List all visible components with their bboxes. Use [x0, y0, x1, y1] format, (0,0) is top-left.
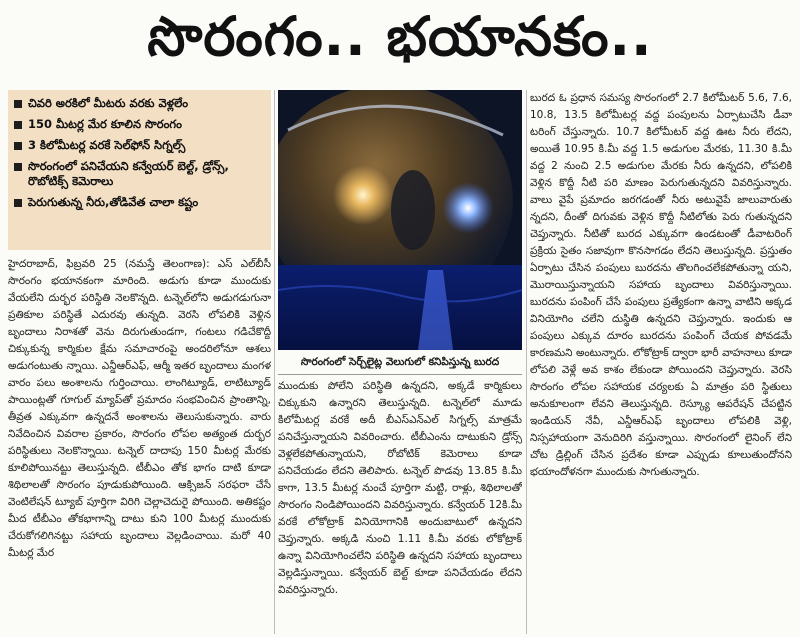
article-paragraph: ముందుకు పోలేని పరిస్థితి ఉన్నదని, అక్కడే కార్మికులు చిక్కుకుని ఉన్నారని తెలుస్తున్నది. టన్నెల్‌లో మూడు కిలోమీటర్ల వరకే అదీ బీఎస్‌ఎన్‌ఎల్ సిగ్నల్స్ మాత్రమే పనిచేస్తున్నాయని వివరించారు. టీబీఎంను దాటుకుని డ్రోన్స్ వెళ్లలేకపోతున్నాయని, రోబోటిక్ కెమెరాలు కూడా పనిచేయడం లేదని తెలిపారు. టన్నెల్ పొడవు 13.85 కి.మీ కాగా, 13.5 మీటర్ల నుంచే పూర్తిగా మట్టి, రాళ్లు, శిథిలాలతో సొరంగం నిండిపోయిందని వివరిస్తున్నారు. కన్వేయర్ 12కి.మీ వరకే లోకోట్రాక్ వినియోగానికి అందుబాటులో ఉన్నదని చెప్తున్నారు. అక్కడి నుంచి 1.11 కి.మీ వరకు లోకోట్రాక్ ఉన్నా వినియోగించలేని పరిస్థితి ఉన్నదని సహాయ బృందాలు వెల్లడిస్తున్నాయి. కన్వేయర్ బెల్ట్ కూడా పనిచేయడం లేదని వివరిస్తున్నారు. [278, 380, 522, 596]
article-column-2 [278, 378, 522, 634]
highlight-text: పెరుగుతున్న నీరు,తోడివేత చాలా కష్టం [28, 195, 199, 209]
article-column-3 [530, 90, 792, 634]
photo-caption: సొరంగంలో సెర్చ్‌లైట్ల వెలుగులో కనిపిస్తున్న బురద [278, 352, 522, 375]
article-paragraph: హైదరాబాద్, ఫిబ్రవరి 25 (నమస్తే తెలంగాణ): ఎస్ ఎల్‌బీసీ సొరంగం భయానకంగా మారింది. అడుగు కూడా ముందుకు వేయలేని దుర్భర పరిస్థితి నెలకొన్నది. టన్నెల్‌లోని అడుగడుగునా ప్రతికూల పరిస్థితే ఎదురవు తున్నది. వెరసి లోపలికి వెళ్లిన బృందాలు నిరాశతో వెను దిరుగుతుండగా, గంటలు గడిచేకొద్దీ చిక్కుకున్న కార్మికుల క్షేమ సమాచారంపై అందరిలోనూ ఆశలు అడుగంటుతు న్నాయి. ఎన్డీఆర్‌ఎఫ్, ఆర్మీ ఇతర బృందాలు మంగళ వారం పలు అంశాలను గుర్తించాయి. లాంగిట్యూడ్, లాటిట్యూడ్ పాయింట్లతో గూగుల్ మ్యాప్‌తో ప్రమాదం సంభవించిన ప్రాంతాన్ని, తీవ్రత ఎక్కువగా ఉన్నదనే అంశాలను తెలుసుకున్నారు. వారు నివేదించిన వివరాల ప్రకారం, సొరంగం లోపల అత్యంత దుర్భర పరిస్థితులు నెలకొన్నాయి. టన్నెల్ దాదాపు 150 మీటర్ల మేరకు కూలిపోయినట్టు తెలుస్తున్నది. టీబీఎం తోక భాగం దాటి కూడా శిథిలాలతో సొరంగం పూడుకుపోయింది. ఆక్సిజన్ సరఫరా చేసే వెంటిలేషన్ ట్యూబ్ పూర్తిగా విరిగి చెల్లాచెదురై పోయింది. అతికష్టం మీద టీబీఎం తోకభాగాన్ని దాటు కుని 100 మీటర్ల ముందుకు చేరుకోగలిగినట్టు సహాయ బృందాలు వెల్లడించాయి. మరో 40 మీటర్ల మేర [8, 258, 271, 559]
highlights-box [8, 90, 271, 250]
highlight-text: చివరి అరకిలో మీటరు వరకు వెళ్లలేం [28, 96, 189, 110]
square-bullet-icon [14, 163, 22, 171]
article-column-1 [8, 256, 271, 634]
highlight-item [14, 159, 265, 189]
water-surface [278, 265, 522, 350]
square-bullet-icon [14, 121, 22, 129]
article-paragraph: బురద ఓ ప్రధాన సమస్య సొరంగంలో 2.7 కిలోమీటర్ 5.6, 7.6, 10.8, 13.5 కిలోమీటర్ల వద్ద పంపులను ఏర్పాటుచేసి డీవా టరింగ్ చేస్తున్నారు. 10.7 కిలోమీటర్ వద్ద ఊట నీరు లేదని, అయితే 10.95 కి.మీ వద్ద 1.5 అడుగుల మేరకు, 11.30 కి.మీ వద్ద 2 నుంచి 2.5 అడుగుల మేరకు నీరు ఉన్నదని, లోపలికి వెళ్లిన కొద్దీ నీటి పరి మాణం పెరుగుతున్నదని వివరిస్తున్నారు. వాలు వైపే ప్రమాదం జరగడంతో నీరు అటువైపే జాలువారుతు న్నదని, దీంతో దిగువకు వెళ్లిన కొద్దీ నీటిలోతు పెరు గుతున్నదని చెప్తున్నారు. నీటితో బురద ఎక్కువగా ఉండటంతో డీవాటరింగ్ ప్రక్రియ సైతం సజావుగా కొనసాగడం లేదని తెలుస్తున్నది. ప్రస్తుతం ఏర్పాటు చేసిన పంపులు బురదను తొలగించలేకపోతున్నా యని, మొరాయిస్తున్నాయని సహాయ బృందాలు వివరిస్తున్నాయి. బురదను పంపింగ్ చేసే పంపులు ప్రత్యేకంగా ఉన్నా వాటిని అక్కడ వినియోగిం చలేని దుస్థితి ఉన్నదని చెప్తున్నారు. ఇందుకు ఆ పంపులు ఎక్కువ దూరం బురదను పంపింగ్ చేయక పోవడమే కారణమని అంటున్నారు. లోకోట్రాక్ ద్వారా భారీ వాహనాలు కూడా లోపలి వెళ్లే అవ కాశం లేకుండా పోయిందని చెప్తున్నారు. వెరసి సొరంగం లోపల సహాయక చర్యలకు ఏ మాత్రం పరి స్థితులు అనుకూలంగా లేవని తెలుస్తున్నది. రెస్క్యూ ఆపరేషన్ చేపట్టిన ఇండియన్ నేవీ, ఎన్డీఆర్‌ఎఫ్ బృందాలు లోపలికి వెళ్లి, నిస్సహాయంగా వెనుదిరిగి వస్తున్నాయి. సొరంగంలో లైనింగ్ లేని చోట డ్రిల్లింగ్ చేసిన ప్రదేశం కూడా ఎప్పుడు కూలుతుందోనని భయాందోళనగా ముందుకు సాగుతున్నారు. [530, 92, 792, 478]
searchlight-glow [333, 165, 393, 225]
highlight-item [14, 138, 265, 153]
highlight-text: 150 మీటర్ల మేర కూలిన సొరంగం [28, 117, 182, 131]
highlight-text: 3 కిలోమీటర్ల వరకే సెల్‌ఫోన్ సిగ్నల్స్ [28, 138, 186, 152]
square-bullet-icon [14, 100, 22, 108]
column-divider [274, 90, 275, 634]
highlight-item [14, 117, 265, 132]
square-bullet-icon [14, 142, 22, 150]
highlight-text: సొరంగంలో పనిచేయని కన్వేయర్ బెల్ట్, డ్రోన్స్, రొబోటిక్స్ కెమెరాలు [28, 159, 229, 188]
worker-silhouette [391, 170, 435, 250]
highlight-item [14, 195, 265, 210]
highlight-item [14, 96, 265, 111]
square-bullet-icon [14, 199, 22, 207]
searchlight-glow [442, 182, 494, 234]
headline: సొరంగం.. భయానకం.. [147, 4, 653, 68]
tunnel-photo [278, 90, 522, 350]
column-divider [526, 90, 527, 634]
